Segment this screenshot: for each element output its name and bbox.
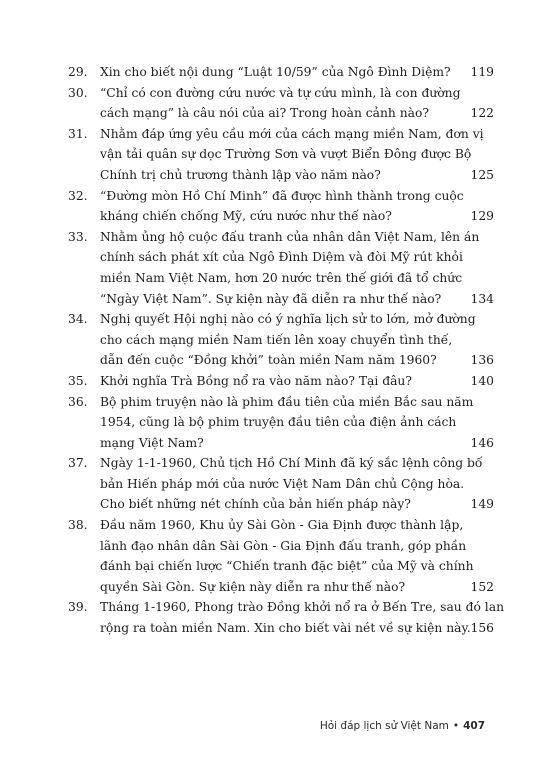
entry-page-number: 152 bbox=[470, 579, 494, 594]
question-line: Nghị quyết Hội nghị nào có ý nghĩa lịch sử to lớn, mở đường bbox=[100, 312, 476, 327]
entry-question bbox=[100, 392, 494, 454]
question-line: Nhằm đáp ứng yêu cầu mới của cách mạng miền Nam, đơn vị bbox=[100, 126, 484, 141]
question-line: cho cách mạng miền Nam tiến lên xoay chuyển tình thế, bbox=[100, 332, 453, 347]
entry-question bbox=[100, 62, 494, 83]
question-line: lãnh đạo nhân dân Sài Gòn - Gia Định đấu tranh, góp phần bbox=[100, 538, 467, 553]
toc-entry bbox=[68, 515, 494, 597]
footer-separator: • bbox=[452, 720, 460, 732]
entry-number: 38. bbox=[68, 518, 88, 533]
entry-question bbox=[100, 124, 494, 186]
toc-entry bbox=[68, 597, 504, 638]
question-line: quyền Sài Gòn. Sự kiện này diễn ra như thế nào? bbox=[100, 579, 406, 594]
question-line: Bộ phim truyện nào là phim đầu tiên của miền Bắc sau năm bbox=[100, 394, 474, 409]
question-line: mạng Việt Nam? bbox=[100, 435, 204, 450]
entry-page-number: 149 bbox=[470, 497, 494, 512]
entry-number: 39. bbox=[68, 600, 88, 615]
question-line: bản Hiến pháp mới của nước Việt Nam Dân chủ Cộng hòa. bbox=[100, 476, 465, 491]
entry-question bbox=[100, 515, 494, 597]
entry-question bbox=[100, 83, 494, 124]
entry-page-number: 146 bbox=[470, 435, 494, 450]
question-line: kháng chiến chống Mỹ, cứu nước như thế nào? bbox=[100, 209, 392, 224]
toc-entry bbox=[68, 453, 494, 515]
question-line: 1954, cũng là bộ phim truyện đầu tiên của điện ảnh cách bbox=[100, 415, 457, 430]
question-line: Đầu năm 1960, Khu ủy Sài Gòn - Gia Định được thành lập, bbox=[100, 518, 464, 533]
entry-number: 35. bbox=[68, 373, 88, 388]
toc-entry bbox=[68, 124, 494, 186]
question-line: Xin cho biết nội dung “Luật 10/59” của Ngô Đình Diệm? bbox=[100, 65, 451, 79]
question-line: “Ngày Việt Nam”. Sự kiện này đã diễn ra như thế nào? bbox=[100, 291, 442, 306]
entry-question bbox=[100, 371, 494, 392]
question-line: rộng ra toàn miền Nam. Xin cho biết vài nét về sự kiện này. bbox=[100, 621, 471, 636]
question-line: chính sách phát xít của Ngô Đình Diệm và đòi Mỹ rút khỏi bbox=[100, 250, 463, 265]
entry-number: 36. bbox=[68, 394, 88, 409]
page-number: 407 bbox=[463, 720, 485, 732]
question-line: dẫn đến cuộc “Đồng khởi” toàn miền Nam năm 1960? bbox=[100, 353, 437, 368]
question-line: đánh bại chiến lược “Chiến tranh đặc biệt” của Mỹ và chính bbox=[100, 559, 474, 574]
entry-number: 31. bbox=[68, 126, 88, 141]
page-footer bbox=[320, 720, 485, 732]
toc-entry bbox=[68, 62, 494, 83]
entry-page-number: 129 bbox=[470, 209, 494, 224]
question-line: Khởi nghĩa Trà Bồng nổ ra vào năm nào? Tại đâu? bbox=[100, 373, 412, 388]
entry-number: 33. bbox=[68, 229, 88, 244]
entry-number: 32. bbox=[68, 188, 88, 203]
question-line: Nhằm ủng hộ cuộc đấu tranh của nhân dân Việt Nam, lên án bbox=[100, 229, 480, 244]
book-title: Hỏi đáp lịch sử Việt Nam bbox=[319, 720, 449, 732]
toc-entry bbox=[68, 83, 494, 124]
toc-entry bbox=[68, 392, 494, 454]
entry-page-number: 136 bbox=[470, 353, 494, 368]
entry-question bbox=[100, 597, 504, 638]
entry-page-number: 140 bbox=[470, 373, 494, 388]
question-line: Tháng 1-1960, Phong trào Đồng khởi nổ ra ở Bến Tre, sau đó lan bbox=[100, 600, 504, 615]
toc-entry bbox=[68, 371, 494, 392]
entry-page-number: 134 bbox=[470, 291, 494, 306]
entry-page-number: 119 bbox=[470, 65, 494, 79]
question-line: Ngày 1-1-1960, Chủ tịch Hồ Chí Minh đã ký sắc lệnh công bố bbox=[100, 456, 483, 471]
entry-question bbox=[100, 453, 494, 515]
question-line: “Đường mòn Hồ Chí Minh” đã được hình thành trong cuộc bbox=[100, 188, 464, 203]
entry-page-number: 122 bbox=[470, 106, 494, 121]
question-line: cách mạng” là câu nói của ai? Trong hoàn cảnh nào? bbox=[100, 106, 429, 121]
question-line: Chính trị chủ trương thành lập vào năm nào? bbox=[100, 167, 381, 182]
entry-page-number: 125 bbox=[470, 167, 494, 182]
entry-number: 30. bbox=[68, 85, 88, 100]
entry-number: 29. bbox=[68, 65, 88, 79]
question-line: vận tải quân sự dọc Trường Sơn và vượt Biển Đông được Bộ bbox=[100, 147, 472, 162]
question-line: Cho biết những nét chính của bản hiến pháp này? bbox=[100, 497, 411, 512]
question-line: miền Nam Việt Nam, hơn 20 nước trên thế giới đã tổ chức bbox=[100, 270, 463, 285]
toc-entry bbox=[68, 309, 494, 371]
toc-entry bbox=[68, 186, 494, 227]
entry-page-number: 156 bbox=[470, 621, 494, 636]
toc-entry bbox=[68, 227, 494, 309]
entry-question bbox=[100, 186, 494, 227]
entry-number: 37. bbox=[68, 456, 88, 471]
question-line: “Chỉ có con đường cứu nước và tự cứu mình, là con đường bbox=[100, 85, 461, 100]
table-of-contents bbox=[68, 62, 504, 639]
entry-number: 34. bbox=[68, 312, 88, 327]
entry-question bbox=[100, 309, 494, 371]
entry-question bbox=[100, 227, 494, 309]
